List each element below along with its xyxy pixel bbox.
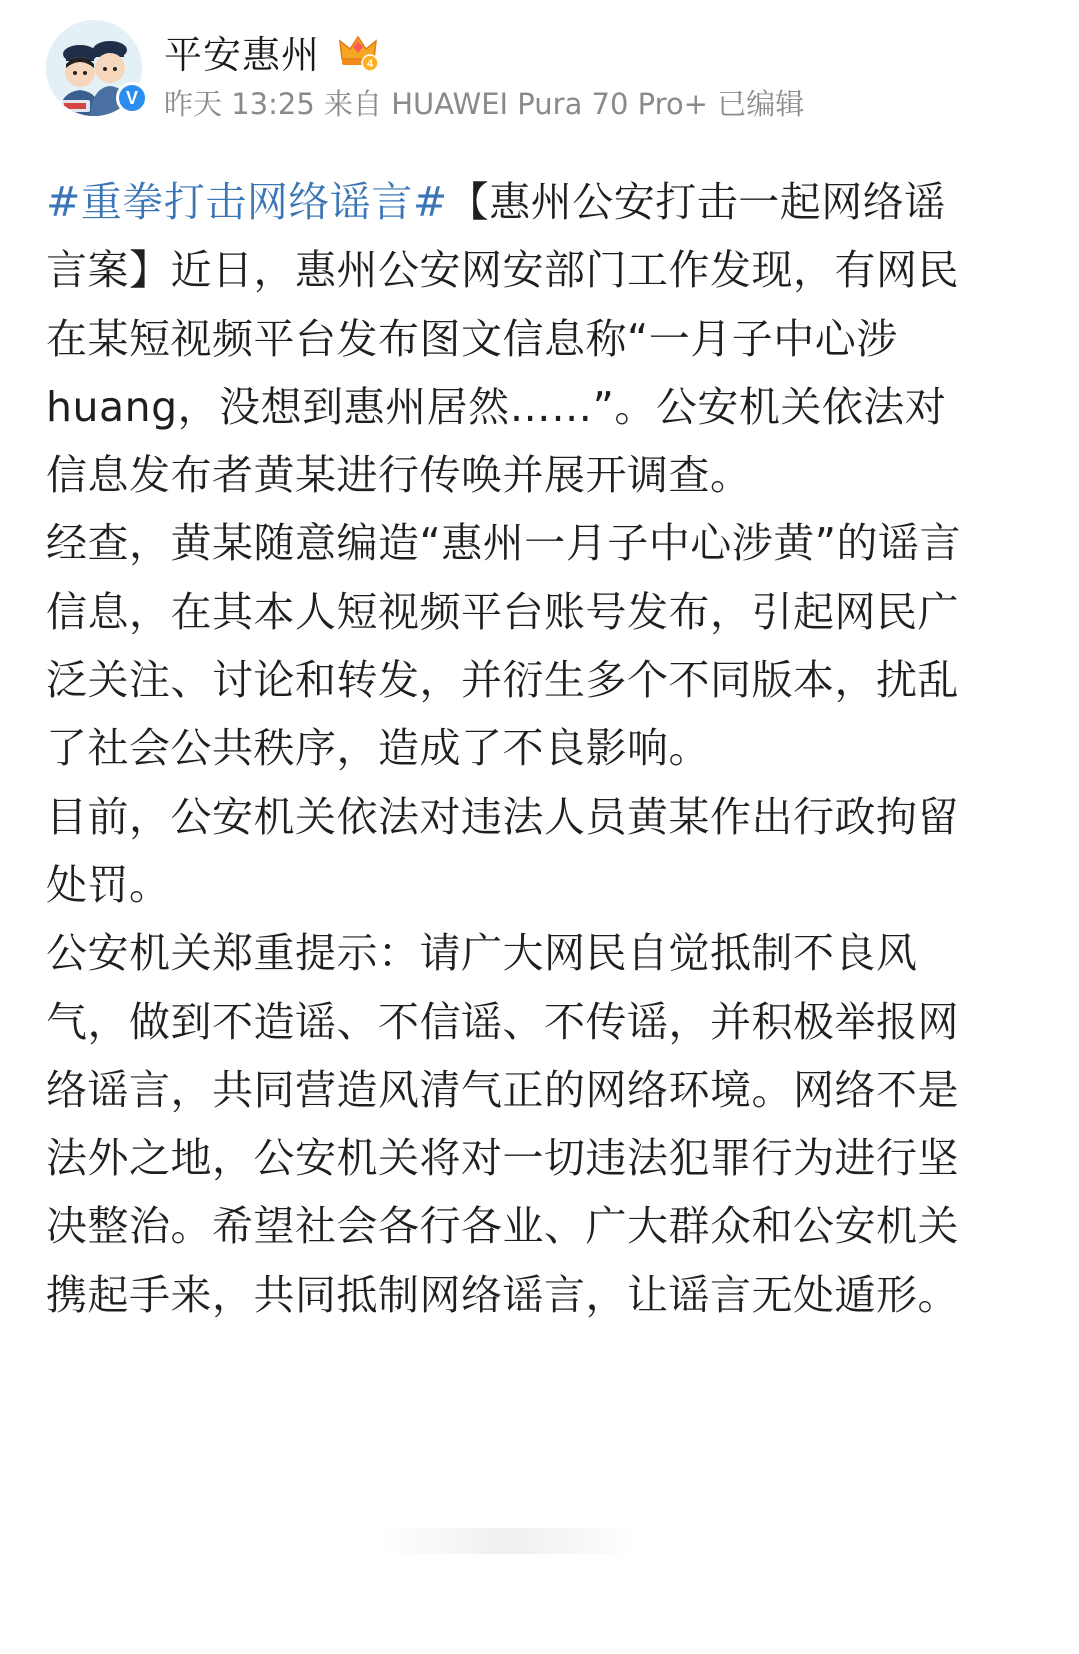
paragraph-1-text: 【惠州公安打击一起网络谣言案】近日，惠州公安网安部门工作发现，有网民在某短视频平台发布图文信息称“一月子中心涉huang，没想到惠州居然……”。公安机关依法对信息发布者黄某进行传唤并展开调查。 xyxy=(46,178,959,500)
watermark-fade xyxy=(380,1528,640,1554)
name-row xyxy=(164,26,380,76)
post-paragraph-2: 经查，黄某随意编造“惠州一月子中心涉黄”的谣言信息，在其本人短视频平台账号发布，引起网民广泛关注、讨论和转发，并衍生多个不同版本，扰乱了社会公共秩序，造成了不良影响。 xyxy=(46,519,961,773)
post-paragraph-4: 公安机关郑重提示：请广大网民自觉抵制不良风气，做到不造谣、不信谣、不传谣，并积极举报网络谣言，共同营造风清气正的网络环境。网络不是法外之地，公安机关将对一切违法犯罪行为进行坚决整治。希望社会各行各业、广大群众和公安机关携起手来，共同抵制网络谣言，让谣言无处遁形。 xyxy=(46,929,959,1319)
post-body xyxy=(46,168,986,1329)
hashtag-link[interactable]: #重拳打击网络谣言# xyxy=(46,178,448,226)
verified-badge-icon: V xyxy=(116,82,148,114)
avatar[interactable] xyxy=(46,20,142,116)
post-header xyxy=(46,20,1036,130)
post-time: 昨天 13:25 xyxy=(164,87,315,121)
post-paragraph-1 xyxy=(46,168,986,509)
crown-icon[interactable] xyxy=(336,29,380,73)
post-meta xyxy=(164,82,804,123)
edited-label[interactable]: 已编辑 xyxy=(717,87,805,121)
post-source[interactable]: 来自 HUAWEI Pura 70 Pro+ xyxy=(324,87,708,121)
crown-level: 4 xyxy=(366,58,374,70)
account-name[interactable]: 平安惠州 xyxy=(164,32,321,77)
post-paragraph-3: 目前，公安机关依法对违法人员黄某作出行政拘留处罚。 xyxy=(46,792,959,909)
